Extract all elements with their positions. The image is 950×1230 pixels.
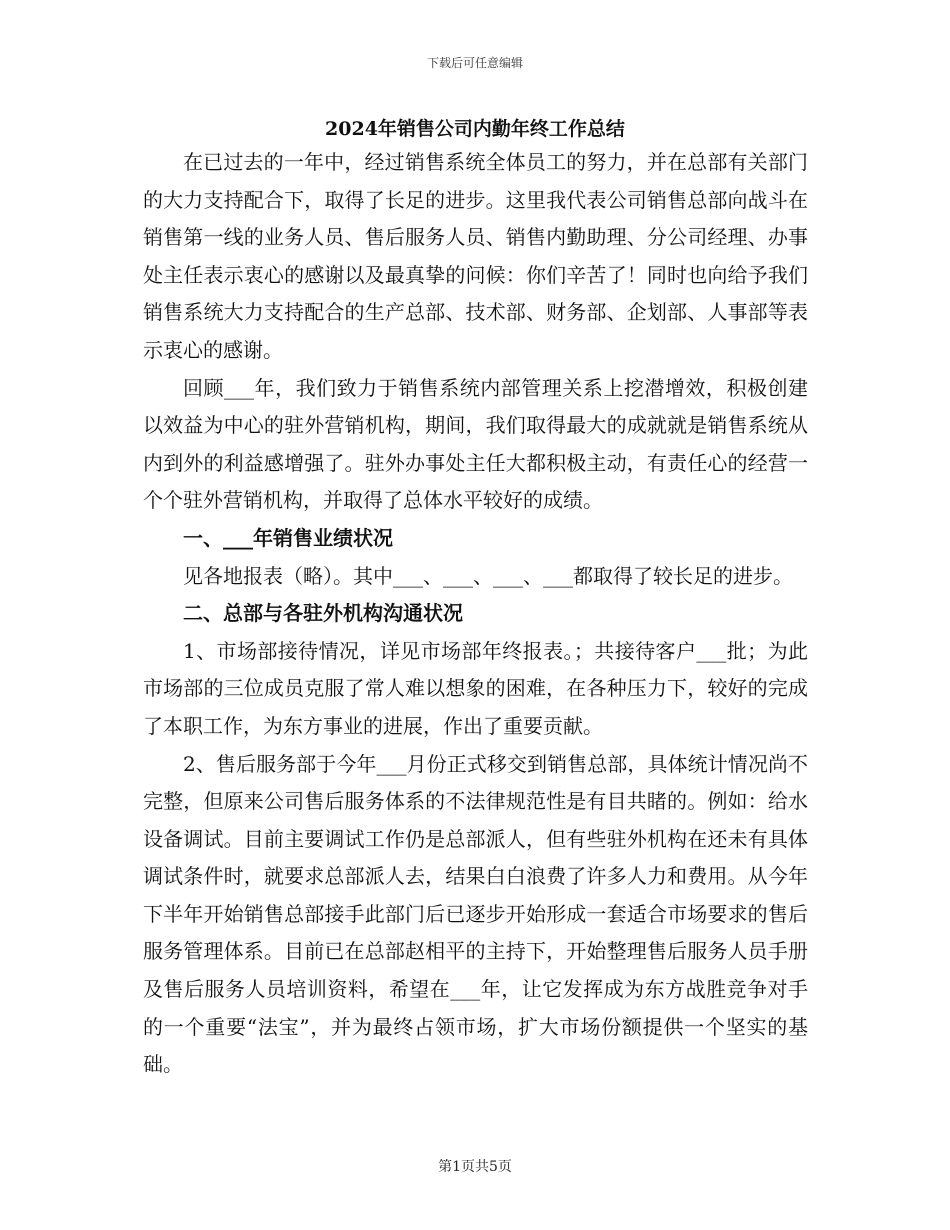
section-heading-communication: 二、总部与各驻外机构沟通状况 [183, 601, 463, 626]
paragraph-after-sales-service: 2、售后服务部于今年___月份正式移交到销售总部，具体统计情况尚不完整，但原来公司售后服务体系的不法律规范性是有目共睹的。例如：给水设备调试。目前主要调试工作仍是总部派人，但有些驻外机构在还未有具体调试条件时，就要求总部派人去，结果白白浪费了许多人力和费用。从今年下半年开始销售总部接手此部门后已逐步开始形成一套适合市场要求的售后服务管理体系。目前已在总部赵相平的主持下，开始整理售后服务人员手册及售后服务人员培训资料，希望在___年，让它发挥成为东方战胜竞争对手的一个重要“法宝”，并为最终占领市场，扩大市场份额提供一个坚实的基础。 [143, 751, 808, 1077]
page-header-note: 下载后可任意编辑 [426, 56, 523, 70]
paragraph-review: 回顾___年，我们致力于销售系统内部管理关系上挖潜增效，积极创建以效益为中心的驻外营销机构，期间，我们取得最大的成就就是销售系统从内到外的利益感增强了。驻外办事处主任大都积极主动，有责任心的经营一个个驻外营销机构，并取得了总体水平较好的成绩。 [143, 375, 808, 513]
paragraph-intro: 在已过去的一年中，经过销售系统全体员工的努力，并在总部有关部门的大力支持配合下，取得了长足的进步。这里我代表公司销售总部向战斗在销售第一线的业务人员、售后服务人员、销售内勤助理、分公司经理、办事处主任表示衷心的感谢以及最真挚的问候：你们辛苦了！同时也向给予我们销售系统大力支持配合的生产总部、技术部、财务部、企划部、人事部等表示衷心的感谢。 [143, 150, 808, 362]
document-title: 2024年销售公司内勤年终工作总结 [325, 118, 625, 140]
page-number: 第1页共5页 [438, 1159, 512, 1175]
paragraph-marketing-reception: 1、市场部接待情况，详见市场部年终报表。；共接待客户___批；为此市场部的三位成员克服了常人难以想象的困难，在各种压力下，较好的完成了本职工作，为东方事业的进展，作出了重要贡献。 [143, 638, 808, 738]
paragraph-sales-reports: 见各地报表（略）。其中___、___、___、___都取得了较长足的进步。 [183, 563, 793, 588]
document-body [143, 144, 808, 1084]
section-heading-sales-performance: 一、___年销售业绩状况 [183, 525, 393, 550]
